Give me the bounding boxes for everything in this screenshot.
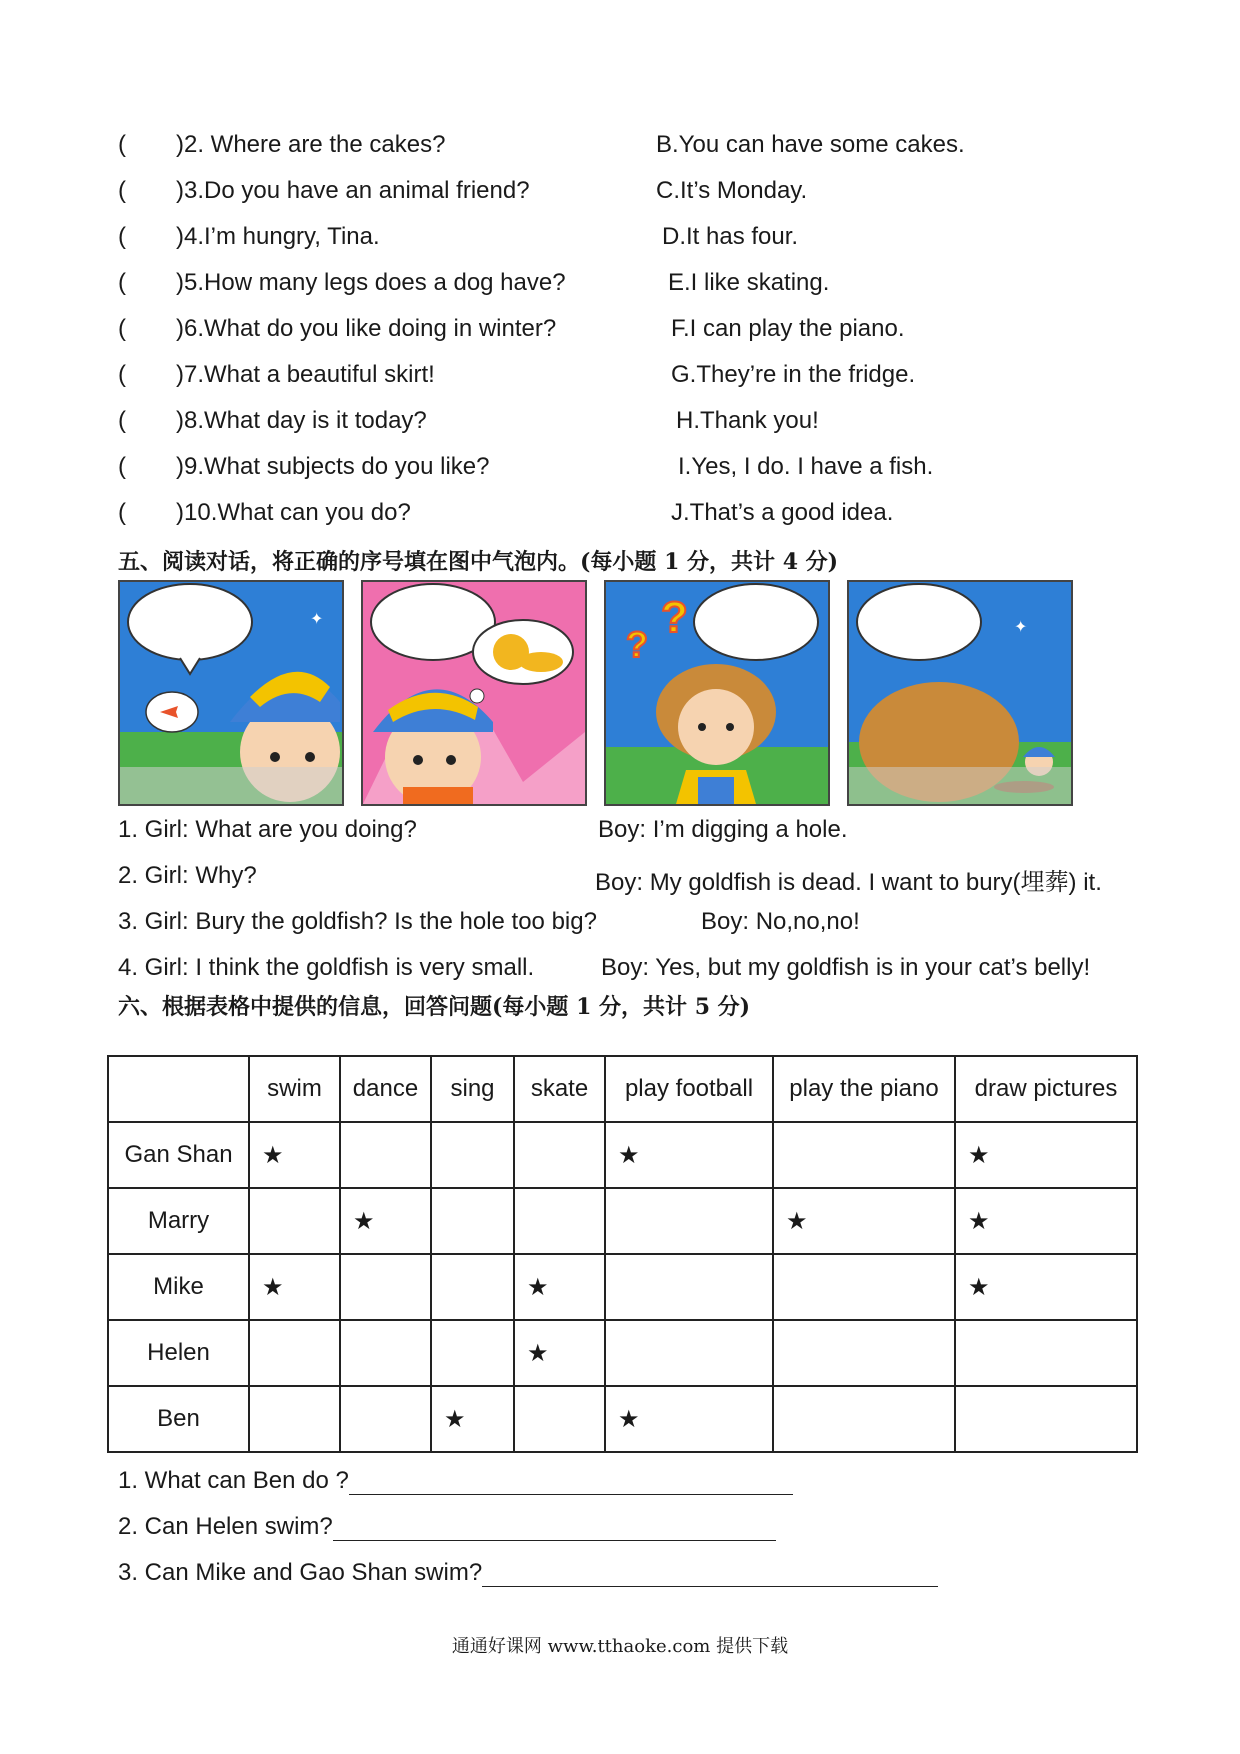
student-name: Marry <box>108 1188 249 1254</box>
comic-panel-1 <box>118 580 344 806</box>
student-name: Ben <box>108 1386 249 1452</box>
star-mark: ★ <box>249 1254 340 1320</box>
star-mark: ★ <box>605 1122 773 1188</box>
star-mark: ★ <box>340 1188 431 1254</box>
table-cell <box>773 1386 955 1452</box>
answer-option: J.That’s a good idea. <box>671 499 894 526</box>
activity-table <box>107 1055 1138 1453</box>
answer-option: F.I can play the piano. <box>671 315 905 342</box>
boy-thinking-of-cat-icon <box>363 582 585 804</box>
matching-row <box>0 499 1240 545</box>
answer-blank[interactable] <box>349 1470 793 1495</box>
comic-panel-3 <box>604 580 830 806</box>
table-cell <box>773 1254 955 1320</box>
matching-row <box>0 223 1240 269</box>
table-header: draw pictures <box>955 1056 1137 1122</box>
star-mark: ★ <box>955 1122 1137 1188</box>
girl-line: 1. Girl: What are you doing? <box>118 816 417 843</box>
answer-paren[interactable]: ( <box>118 315 126 342</box>
question-text: )9.What subjects do you like? <box>176 453 490 480</box>
star-mark: ★ <box>514 1254 605 1320</box>
matching-row <box>0 407 1240 453</box>
table-header: swim <box>249 1056 340 1122</box>
answer-paren[interactable]: ( <box>118 269 126 296</box>
question-text: )8.What day is it today? <box>176 407 427 434</box>
question-line <box>118 1513 776 1541</box>
answer-option: E.I like skating. <box>668 269 830 296</box>
section-six-title: 六、根据表格中提供的信息，回答问题(每小题 1 分，共计 5 分) <box>118 994 751 1020</box>
table-cell <box>340 1320 431 1386</box>
answer-option: I.Yes, I do. I have a fish. <box>678 453 934 480</box>
question-text: 1. What can Ben do ? <box>118 1467 349 1494</box>
table-cell <box>249 1188 340 1254</box>
boy-line: Boy: Yes, but my goldfish is in your cat’s belly! <box>601 954 1091 981</box>
matching-row <box>0 361 1240 407</box>
table-cell <box>431 1122 514 1188</box>
boy-line: Boy: I’m digging a hole. <box>598 816 848 843</box>
answer-paren[interactable]: ( <box>118 407 126 434</box>
table-header: play football <box>605 1056 773 1122</box>
star-mark: ★ <box>605 1386 773 1452</box>
answer-paren[interactable]: ( <box>118 131 126 158</box>
table-row <box>108 1386 1137 1452</box>
answer-option: B.You can have some cakes. <box>656 131 965 158</box>
matching-row <box>0 269 1240 315</box>
question-text: )5.How many legs does a dog have? <box>176 269 566 296</box>
boy-line: Boy: No,no,no! <box>701 908 860 935</box>
star-mark: ★ <box>773 1188 955 1254</box>
answer-paren[interactable]: ( <box>118 177 126 204</box>
question-text: )7.What a beautiful skirt! <box>176 361 435 388</box>
comic-panel-4 <box>847 580 1073 806</box>
answer-blank[interactable] <box>482 1562 938 1587</box>
table-header: dance <box>340 1056 431 1122</box>
girl-line: 4. Girl: I think the goldfish is very small. <box>118 954 535 981</box>
answer-option: H.Thank you! <box>676 407 819 434</box>
table-cell <box>514 1188 605 1254</box>
table-cell <box>514 1386 605 1452</box>
question-text: )6.What do you like doing in winter? <box>176 315 557 342</box>
table-cell <box>340 1386 431 1452</box>
table-cell <box>514 1122 605 1188</box>
table-cell <box>605 1188 773 1254</box>
table-cell <box>249 1320 340 1386</box>
table-cell <box>431 1254 514 1320</box>
table-header <box>108 1056 249 1122</box>
table-cell <box>340 1122 431 1188</box>
answer-paren[interactable]: ( <box>118 499 126 526</box>
girl-confused-icon <box>606 582 828 804</box>
girl-watching-boy-dig-icon <box>849 582 1071 804</box>
table-header: sing <box>431 1056 514 1122</box>
footer-text: 通通好课网 www.tthaoke.com 提供下载 <box>451 1636 789 1657</box>
answer-option: D.It has four. <box>662 223 799 250</box>
table-cell <box>605 1254 773 1320</box>
answer-paren[interactable]: ( <box>118 223 126 250</box>
matching-row <box>0 453 1240 499</box>
answer-blank[interactable] <box>333 1516 776 1541</box>
question-text: 3. Can Mike and Gao Shan swim? <box>118 1559 483 1586</box>
question-text: )2. Where are the cakes? <box>176 131 446 158</box>
matching-row <box>0 131 1240 177</box>
star-mark: ★ <box>955 1254 1137 1320</box>
table-row <box>108 1320 1137 1386</box>
question-line <box>118 1467 793 1495</box>
question-text: )3.Do you have an animal friend? <box>176 177 530 204</box>
star-mark: ★ <box>514 1320 605 1386</box>
table-row <box>108 1122 1137 1188</box>
answer-option: C.It’s Monday. <box>656 177 808 204</box>
matching-row <box>0 315 1240 361</box>
table-cell <box>340 1254 431 1320</box>
svg-text:?: ? <box>626 624 648 665</box>
section-five-title: 五、阅读对话，将正确的序号填在图中气泡内。(每小题 1 分，共计 4 分) <box>118 549 839 575</box>
student-name: Mike <box>108 1254 249 1320</box>
answer-paren[interactable]: ( <box>118 361 126 388</box>
matching-row <box>0 177 1240 223</box>
comic-panel-2 <box>361 580 587 806</box>
student-name: Helen <box>108 1320 249 1386</box>
table-cell <box>431 1320 514 1386</box>
svg-text:?: ? <box>661 593 688 642</box>
question-text: )10.What can you do? <box>176 499 411 526</box>
table-header-row <box>108 1056 1137 1122</box>
boy-with-goldfish-thought-icon <box>120 582 342 804</box>
student-name: Gan Shan <box>108 1122 249 1188</box>
table-cell <box>605 1320 773 1386</box>
star-mark: ★ <box>431 1386 514 1452</box>
table-cell <box>955 1320 1137 1386</box>
table-cell <box>431 1188 514 1254</box>
question-text: 2. Can Helen swim? <box>118 1513 333 1540</box>
table-cell <box>773 1320 955 1386</box>
question-text: )4.I’m hungry, Tina. <box>176 223 380 250</box>
table-header: play the piano <box>773 1056 955 1122</box>
boy-line: Boy: My goldfish is dead. I want to bury(埋葬) it. <box>595 869 1102 896</box>
question-line <box>118 1559 938 1587</box>
girl-line: 3. Girl: Bury the goldfish? Is the hole too big? <box>118 908 597 935</box>
svg-text:✦: ✦ <box>1014 619 1028 636</box>
table-cell <box>955 1386 1137 1452</box>
star-mark: ★ <box>955 1188 1137 1254</box>
answer-option: G.They’re in the fridge. <box>671 361 916 388</box>
table-row <box>108 1188 1137 1254</box>
table-cell <box>773 1122 955 1188</box>
table-cell <box>249 1386 340 1452</box>
star-mark: ★ <box>249 1122 340 1188</box>
table-row <box>108 1254 1137 1320</box>
answer-paren[interactable]: ( <box>118 453 126 480</box>
svg-text:✦: ✦ <box>310 611 324 628</box>
table-header: skate <box>514 1056 605 1122</box>
girl-line: 2. Girl: Why? <box>118 862 257 889</box>
